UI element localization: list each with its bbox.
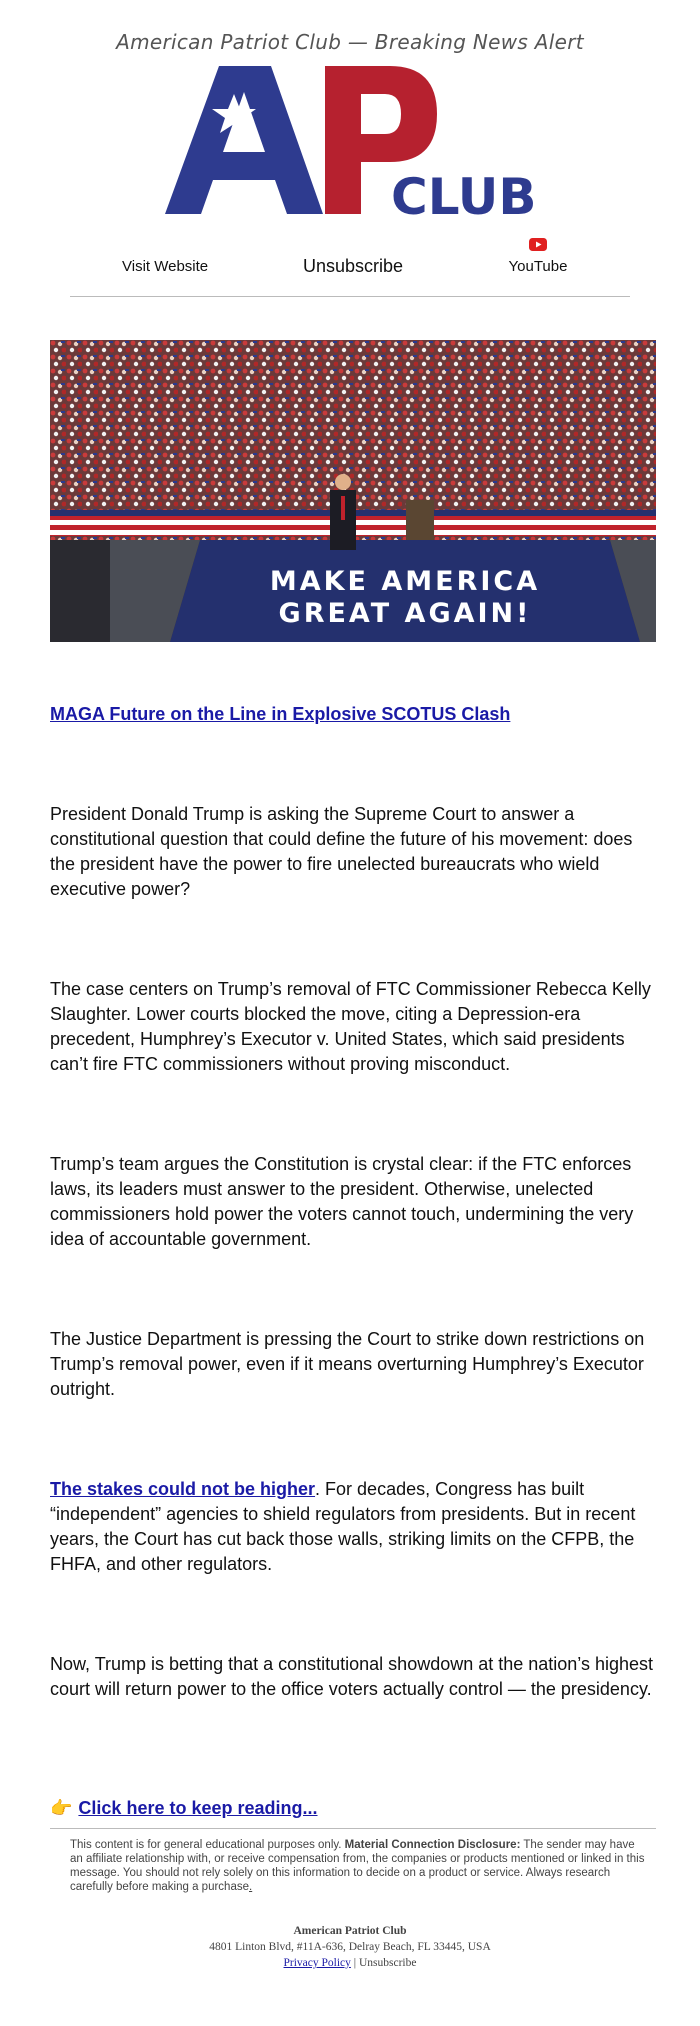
article-paragraph-1: President Donald Trump is asking the Supreme Court to answer a constitutional question that could define the future of his movement: does the president have the power to fire unelected bureaucrats who wield executive power? [50, 804, 633, 899]
header-divider [70, 296, 630, 297]
keep-reading-cta [50, 1798, 318, 1819]
youtube-icon [529, 238, 547, 251]
header-title: American Patriot Club — Breaking News Alert [116, 30, 584, 54]
disclaimer-bold: Material Connection Disclosure: [344, 1839, 521, 1851]
hero-image [50, 340, 656, 642]
footer-separator: | [350, 1957, 359, 1969]
ap-club-logo[interactable] [165, 66, 545, 226]
footer-links [0, 1955, 700, 1971]
article-paragraph-4: The Justice Department is pressing the Court to strike down restrictions on Trump’s removal power, even if it means overturning Humphrey’s Executor outright. [50, 1329, 645, 1399]
article-paragraph-5 [50, 1477, 660, 1577]
pointing-hand-icon: 👉 [50, 1798, 73, 1818]
footer [0, 1923, 700, 1971]
hero-banner-line-1: MAKE AMERICA [269, 566, 541, 597]
visit-website-link[interactable]: Visit Website [122, 258, 209, 275]
paragraph-5-text: . For decades, Congress has built “independent” agencies to shield regulators from presidents. But in recent years, the Court has cut back those walls, striking limits on the CFPB, the FHFA, and other regulators. [50, 1479, 636, 1574]
hero-banner-line-2: GREAT AGAIN! [278, 598, 532, 629]
footer-unsubscribe-link[interactable]: Unsubscribe [358, 1957, 417, 1969]
footer-org: American Patriot Club [293, 1925, 407, 1937]
logo-club-text: CLUB [391, 168, 537, 226]
disclaimer [70, 1838, 645, 1894]
article-paragraph-6: Now, Trump is betting that a constitutional showdown at the nation’s highest court will return power to the office voters actually control — the presidency. [50, 1654, 654, 1699]
privacy-policy-link[interactable]: Privacy Policy [283, 1957, 351, 1969]
unsubscribe-link[interactable]: Unsubscribe [303, 256, 404, 276]
footer-divider [50, 1828, 656, 1829]
youtube-link[interactable] [508, 238, 568, 275]
disclaimer-end-link[interactable]: . [249, 1881, 253, 1893]
disclaimer-text: The sender may have an affiliate relationship with, or receive compensation from, the companies or products mentioned or linked in this message. You should not rely solely on this information to decide on a product or service. Always research carefully before making a purchase [70, 1839, 645, 1893]
footer-address: 4801 Linton Blvd, #11A-636, Delray Beach, FL 33445, USA [209, 1941, 491, 1953]
youtube-label: YouTube [508, 258, 568, 275]
rally-photo [50, 340, 656, 642]
logo-letter-a [165, 66, 323, 214]
article-paragraph-2: The case centers on Trump’s removal of FTC Commissioner Rebecca Kelly Slaughter. Lower courts blocked the move, citing a Depression-era precedent, Humphrey’s Executor v. United States, which said presidents can’t fire FTC commissioners without proving misconduct. [50, 979, 651, 1074]
stakes-link[interactable]: The stakes could not be higher [50, 1479, 316, 1499]
article-headline-link[interactable]: MAGA Future on the Line in Explosive SCOTUS Clash [50, 704, 511, 724]
keep-reading-link[interactable]: Click here to keep reading... [78, 1798, 318, 1818]
disclaimer-lead: This content is for general educational purposes only. [70, 1839, 345, 1851]
header-nav [70, 238, 630, 278]
article-paragraph-3: Trump’s team argues the Constitution is crystal clear: if the FTC enforces laws, its leaders must answer to the president. Otherwise, unelected commissioners hold power the voters cannot touch, undermining the very idea of accountable government. [50, 1154, 634, 1249]
